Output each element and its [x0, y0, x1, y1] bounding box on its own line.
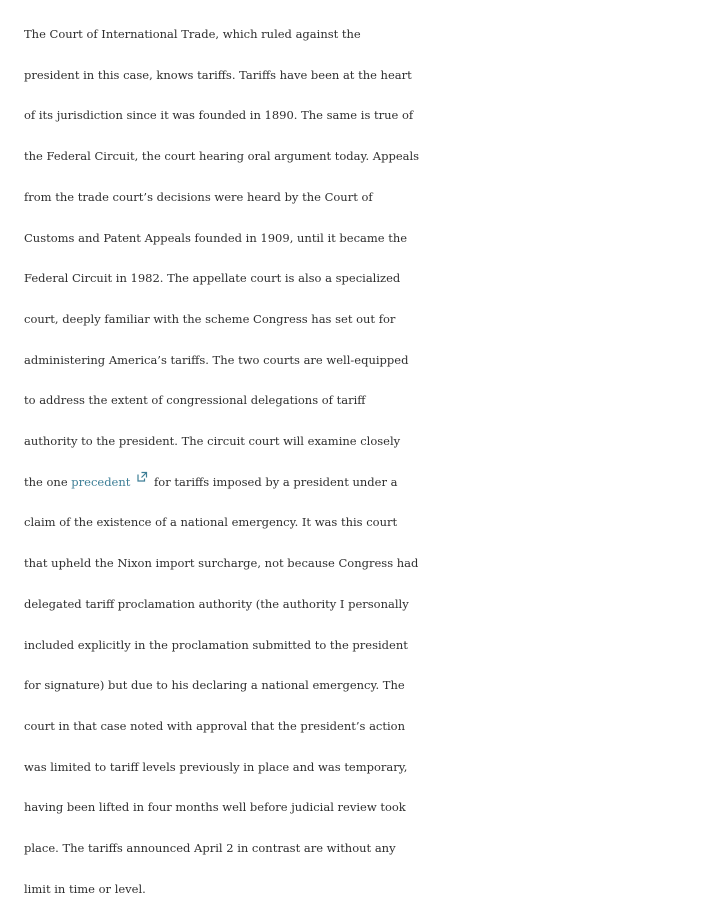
link-line-after-text: for tariffs imposed by a president under a	[150, 474, 398, 489]
paragraph-line-with-link	[24, 462, 723, 503]
paragraph-line: administering America’s tariffs. The two courts are well-equipped	[24, 352, 409, 367]
precedent-link-label: precedent	[71, 474, 131, 489]
paragraph-line: having been lifted in four months well before judicial review took	[24, 800, 406, 815]
paragraph-line: for signature) but due to his declaring a national emergency. The	[24, 678, 405, 693]
paragraph-line: president in this case, knows tariffs. Tariffs have been at the heart	[24, 67, 412, 82]
paragraph-line: was limited to tariff levels previously in place and was temporary,	[24, 759, 408, 774]
paragraph-line: limit in time or level.	[24, 881, 146, 896]
paragraph-line: Federal Circuit in 1982. The appellate court is also a specialized	[24, 271, 401, 286]
paragraph-line: that upheld the Nixon import surcharge, not because Congress had	[24, 556, 419, 571]
paragraph-line: the Federal Circuit, the court hearing oral argument today. Appeals	[24, 149, 420, 164]
paragraph-line: delegated tariff proclamation authority (the authority I personally	[24, 596, 409, 611]
paragraph-line: authority to the president. The circuit court will examine closely	[24, 434, 401, 449]
link-line-before-text: the one	[24, 474, 72, 489]
paragraph-line: Customs and Patent Appeals founded in 1909, until it became the	[24, 230, 408, 245]
article-paragraph	[24, 14, 723, 909]
paragraph-line: The Court of International Trade, which ruled against the	[24, 27, 361, 41]
paragraph-line: of its jurisdiction since it was founded in 1890. The same is true of	[24, 108, 414, 123]
paragraph-line: included explicitly in the proclamation submitted to the president	[24, 637, 408, 652]
paragraph-line: court, deeply familiar with the scheme Congress has set out for	[24, 311, 396, 326]
paragraph-line: place. The tariffs announced April 2 in contrast are without any	[24, 841, 396, 856]
paragraph-line: claim of the existence of a national emergency. It was this court	[24, 515, 398, 530]
paragraph-line: from the trade court’s decisions were heard by the Court of	[24, 189, 373, 204]
paragraph-line: to address the extent of congressional delegations of tariff	[24, 393, 366, 408]
precedent-link[interactable]	[71, 475, 150, 489]
paragraph-line: court in that case noted with approval that the president’s action	[24, 718, 405, 733]
external-link-icon	[136, 471, 148, 483]
